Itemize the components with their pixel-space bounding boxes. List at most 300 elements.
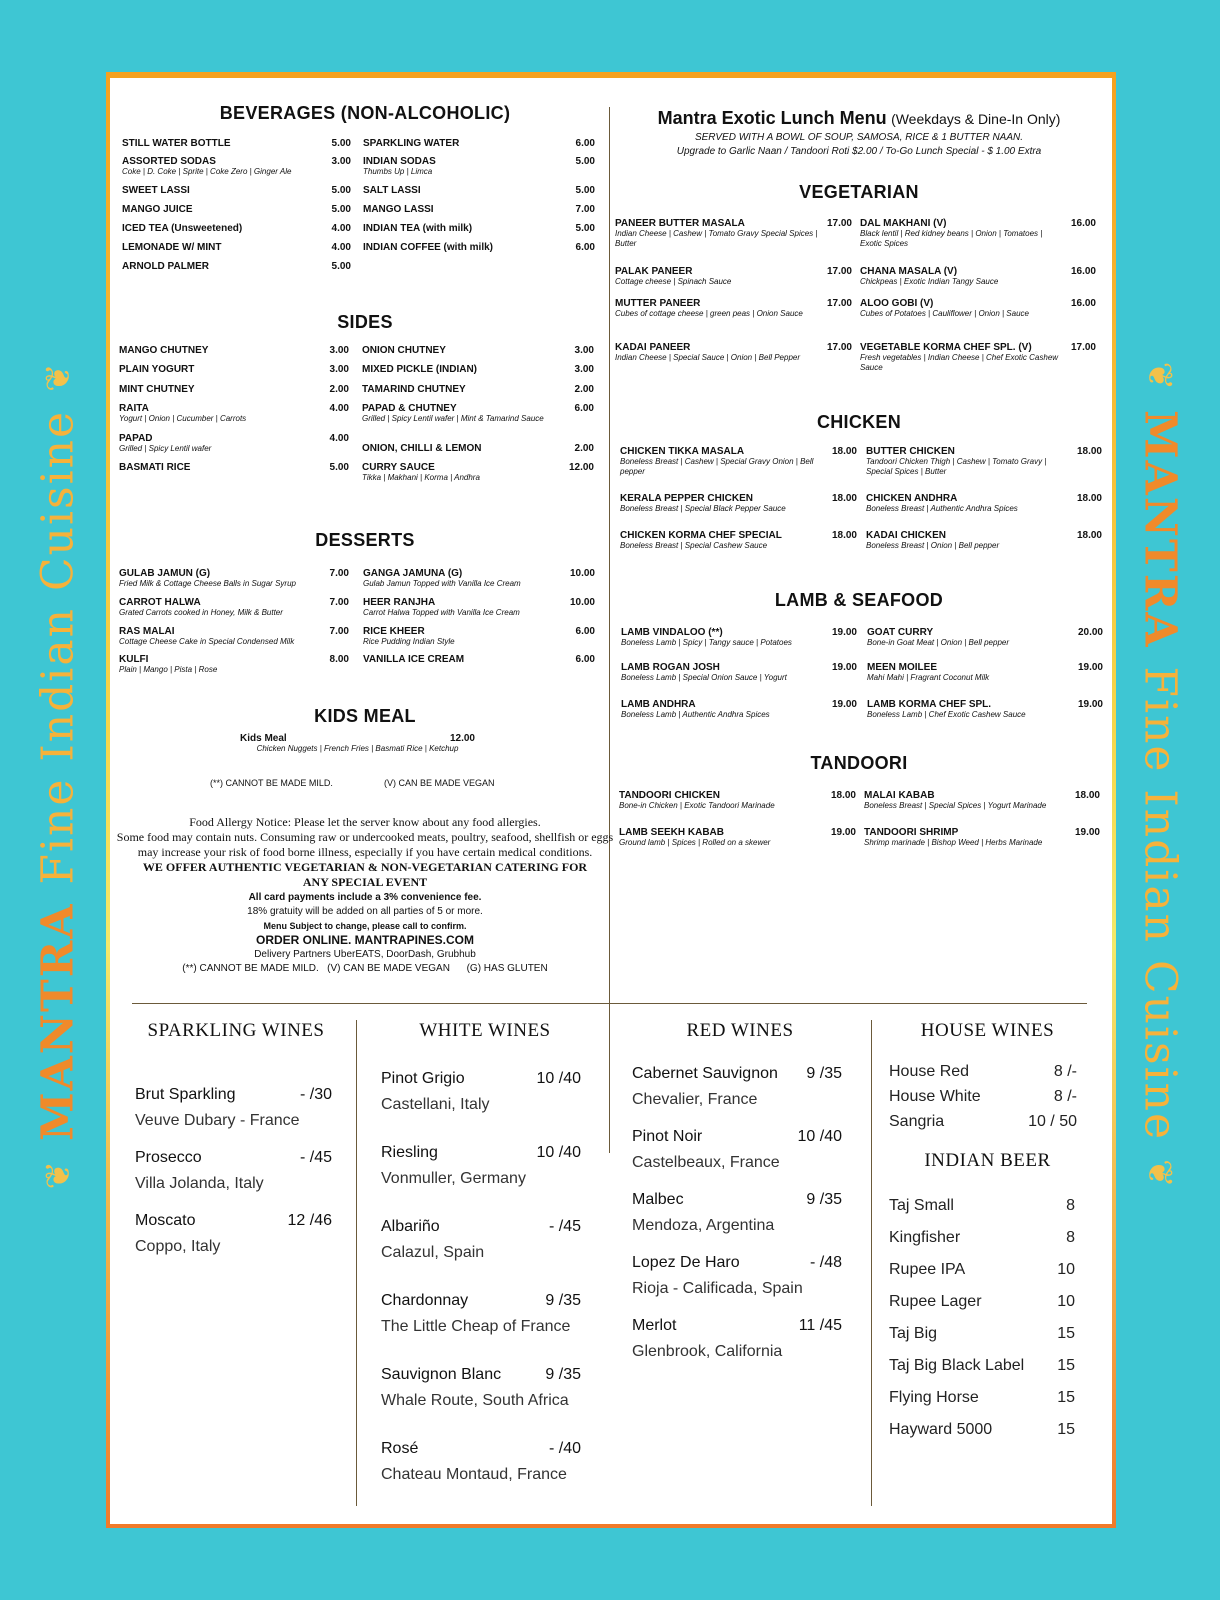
- wine-name: Moscato: [135, 1212, 196, 1229]
- menu-item: [621, 699, 861, 720]
- item-price: 4.00: [331, 242, 351, 253]
- wine-col-divider: [356, 1020, 357, 1506]
- item-name: VANILLA ICE CREAM: [363, 654, 465, 665]
- item-name: ONION CHUTNEY: [362, 345, 446, 356]
- item-desc: Chickpeas | Exotic Indian Tangy Sauce: [860, 277, 999, 286]
- item-name: CHICKEN ANDHRA: [866, 493, 958, 504]
- red-title: RED WINES: [686, 1020, 794, 1041]
- wine-name: Chardonnay: [381, 1292, 469, 1309]
- kids-title: KIDS MEAL: [314, 706, 416, 726]
- wine-price: 9 /35: [545, 1292, 581, 1309]
- wine-item: [632, 1061, 842, 1113]
- item-name: RAS MALAI: [119, 626, 175, 637]
- chicken-title: CHICKEN: [816, 412, 902, 432]
- wine-item: [632, 1313, 842, 1365]
- item-price: 4.00: [331, 223, 351, 234]
- item-name: PLAIN YOGURT: [119, 364, 195, 375]
- item-price: 6.00: [575, 626, 595, 637]
- item-price: 5.00: [575, 185, 595, 196]
- beer-item: [889, 1229, 1075, 1247]
- item-desc: Grilled | Spicy Lentil wafer | Mint & Tamarind Sauce: [362, 414, 544, 423]
- item-desc: Bone-in Chicken | Exotic Tandoori Marinade: [619, 801, 775, 810]
- item-desc: Boneless Breast | Special Black Pepper Sauce: [620, 504, 786, 513]
- item-name: KADAI CHICKEN: [866, 530, 946, 541]
- item-desc: Shrimp marinade | Bishop Weed | Herbs Marinade: [864, 838, 1043, 847]
- beer-name: Rupee Lager: [889, 1293, 982, 1310]
- item-name: MALAI KABAB: [864, 790, 935, 801]
- item-name: KADAI PANEER: [615, 342, 691, 353]
- item-desc: Tikka | Makhani | Korma | Andhra: [362, 473, 480, 482]
- beer-price: 8: [1066, 1229, 1075, 1246]
- item-price: 2.00: [574, 443, 594, 454]
- menu-item: [615, 298, 855, 319]
- house-wine-price: 8 /-: [1053, 1063, 1077, 1080]
- kids-desc: Chicken Nuggets | French Fries | Basmati Rice | Ketchup: [256, 744, 459, 753]
- menu-item: [119, 568, 359, 589]
- item-price: 5.00: [331, 185, 351, 196]
- item-desc: Cubes of Potatoes | Cauliflower | Onion | Sauce: [860, 309, 1029, 318]
- item-desc: Coke | D. Coke | Sprite | Coke Zero | Ginger Ale: [122, 167, 292, 176]
- menu-item: [122, 223, 362, 234]
- wine-name: Rosé: [381, 1440, 419, 1457]
- item-name: MEEN MOILEE: [867, 662, 938, 673]
- item-price: 16.00: [1070, 266, 1096, 277]
- item-desc: Yogurt | Onion | Cucumber | Carrots: [119, 414, 247, 423]
- menu-item: [866, 530, 1106, 551]
- item-price: 7.00: [329, 568, 349, 579]
- notice-catering: WE OFFER AUTHENTIC VEGETARIAN & NON-VEGETARIAN CATERING FOR ANY SPECIAL EVENT: [142, 860, 588, 889]
- wine-price: 9 /35: [806, 1191, 842, 1208]
- item-name: CHANA MASALA (V): [860, 266, 958, 277]
- beer-name: Rupee IPA: [889, 1261, 966, 1278]
- item-desc: Grilled | Spicy Lentil wafer: [119, 444, 212, 453]
- item-name: STILL WATER BOTTLE: [122, 138, 231, 149]
- item-price: 5.00: [331, 204, 351, 215]
- wine-name: Pinot Noir: [632, 1128, 703, 1145]
- white-title: WHITE WINES: [419, 1020, 551, 1041]
- beer-name: Kingfisher: [889, 1229, 961, 1246]
- item-desc: Boneless Lamb | Chef Exotic Cashew Sauce: [867, 710, 1026, 719]
- notice-change: Menu Subject to change, please call to confirm.: [263, 921, 467, 931]
- item-price: 18.00: [1076, 493, 1102, 504]
- item-name: VEGETABLE KORMA CHEF SPL. (V): [860, 342, 1032, 353]
- item-price: 3.00: [331, 156, 351, 167]
- wine-item: [135, 1208, 332, 1260]
- wine-item: [135, 1145, 332, 1197]
- menu-item: [119, 597, 359, 618]
- item-price: 7.00: [329, 626, 349, 637]
- item-price: 18.00: [831, 530, 857, 541]
- item-desc: Plain | Mango | Pista | Rose: [119, 665, 218, 674]
- item-price: 5.00: [331, 261, 351, 272]
- item-name: LAMB ROGAN JOSH: [621, 662, 720, 673]
- item-price: 2.00: [574, 384, 594, 395]
- item-price: 3.00: [574, 345, 594, 356]
- allergy-notice: [115, 815, 615, 976]
- wine-price: - /45: [548, 1218, 581, 1235]
- item-name: SWEET LASSI: [122, 185, 190, 196]
- beer-item: [889, 1421, 1075, 1439]
- side-brand-right: [1130, 360, 1190, 1190]
- wine-origin: Mendoza, Argentina: [632, 1217, 775, 1234]
- house-wine-name: Sangria: [889, 1113, 945, 1130]
- house-wine-item: [889, 1063, 1077, 1081]
- item-price: 19.00: [1074, 827, 1100, 838]
- item-price: 16.00: [1070, 218, 1096, 229]
- menu-item: [619, 790, 859, 811]
- menu-item: [362, 443, 602, 454]
- sides-title: SIDES: [337, 312, 393, 332]
- wine-origin: Castelbeaux, France: [632, 1154, 780, 1171]
- item-desc: Boneless Lamb | Spicy | Tangy sauce | Potatoes: [621, 638, 792, 647]
- item-price: 19.00: [831, 627, 857, 638]
- item-price: 6.00: [574, 403, 594, 414]
- menu-item: [864, 790, 1104, 811]
- item-price: 17.00: [826, 298, 852, 309]
- legend-vegan: (V) CAN BE MADE VEGAN: [384, 778, 495, 788]
- desserts-title: DESSERTS: [315, 530, 415, 550]
- wine-name: Lopez De Haro: [632, 1254, 740, 1271]
- notice-line1: Food Allergy Notice: Please let the server know about any food allergies.: [189, 815, 541, 829]
- notice-legend: (**) CANNOT BE MADE MILD. (V) CAN BE MADE VEGAN (G) HAS GLUTEN: [182, 963, 548, 974]
- menu-item: [621, 662, 861, 683]
- item-price: 18.00: [831, 446, 857, 457]
- item-desc: Tandoori Chicken Thigh | Cashew | Tomato Gravy | Special Spices | Butter: [866, 457, 1047, 476]
- item-name: SPARKLING WATER: [363, 138, 460, 149]
- item-desc: Cottage cheese | Spinach Sauce: [615, 277, 732, 286]
- wine-origin: Rioja - Calificada, Spain: [632, 1280, 803, 1297]
- item-desc: Gulab Jamun Topped with Vanilla Ice Cream: [363, 579, 521, 588]
- wine-item: [381, 1436, 581, 1488]
- house-wine-price: 8 /-: [1053, 1088, 1077, 1105]
- item-name: ICED TEA (Unsweetened): [122, 223, 243, 234]
- wine-price: 9 /35: [806, 1065, 842, 1082]
- house-wine-price: 10 / 50: [1028, 1113, 1077, 1130]
- house-wine-name: House Red: [889, 1063, 970, 1080]
- ornament-icon: ❦: [1140, 360, 1181, 392]
- menu-item: [363, 223, 603, 234]
- item-price: 18.00: [830, 790, 856, 801]
- wine-item: [632, 1187, 842, 1239]
- item-desc: Boneless Breast | Cashew | Special Gravy Onion | Bell pepper: [620, 457, 814, 476]
- menu-item: [122, 156, 362, 177]
- menu-item: [860, 342, 1100, 373]
- wine-item: [135, 1082, 332, 1134]
- menu-item: [860, 298, 1100, 319]
- item-price: 3.00: [574, 364, 594, 375]
- menu-item: [362, 384, 602, 395]
- item-price: 8.00: [329, 654, 349, 665]
- item-name: LEMONADE W/ MINT: [122, 242, 222, 253]
- wine-item: [381, 1140, 581, 1192]
- item-price: 17.00: [1070, 342, 1096, 353]
- house-wine-name: House White: [889, 1088, 981, 1105]
- kids-name: Kids Meal: [240, 733, 287, 744]
- wine-price: - /45: [299, 1149, 332, 1166]
- item-name: LAMB KORMA CHEF SPL.: [867, 699, 992, 710]
- menu-item: [119, 403, 359, 424]
- menu-item: [363, 654, 603, 665]
- menu-item: [363, 138, 603, 149]
- menu-item: [122, 138, 362, 149]
- menu-item: [866, 446, 1106, 477]
- item-name: BASMATI RICE: [119, 462, 191, 473]
- menu-item: [864, 827, 1104, 848]
- item-price: 3.00: [329, 345, 349, 356]
- item-desc: Boneless Breast | Authentic Andhra Spices: [866, 504, 1018, 513]
- beer-price: 8: [1066, 1197, 1075, 1214]
- item-name: ALOO GOBI (V): [860, 298, 934, 309]
- menu-item: [363, 626, 603, 647]
- wine-origin: Vonmuller, Germany: [381, 1170, 526, 1187]
- notice-card: All card payments include a 3% convenience fee.: [248, 892, 482, 903]
- menu-item: [867, 627, 1107, 648]
- item-name: ONION, CHILLI & LEMON: [362, 443, 482, 454]
- item-desc: Carrot Halwa Topped with Vanilla Ice Cream: [363, 608, 520, 617]
- item-desc: Boneless Lamb | Authentic Andhra Spices: [621, 710, 770, 719]
- item-desc: Rice Pudding Indian Style: [363, 637, 455, 646]
- wine-item: [381, 1288, 581, 1340]
- vegetarian-title: VEGETARIAN: [799, 182, 919, 202]
- item-desc: Boneless Lamb | Special Onion Sauce | Yogurt: [621, 673, 787, 682]
- kids-price: 12.00: [449, 733, 475, 744]
- menu-item: [621, 627, 861, 648]
- ornament-icon: ❦: [1140, 1158, 1181, 1190]
- lunch-title-note: (Weekdays & Dine-In Only): [891, 111, 1061, 127]
- item-price: 17.00: [826, 266, 852, 277]
- menu-item: [866, 493, 1106, 514]
- beer-title: INDIAN BEER: [924, 1150, 1051, 1171]
- brand-name: MANTRA: [32, 902, 84, 1141]
- beer-item: [889, 1389, 1075, 1407]
- wine-origin: Chateau Montaud, France: [381, 1466, 567, 1483]
- ornament-icon: ❦: [38, 360, 79, 392]
- item-name: LAMB VINDALOO (**): [621, 627, 723, 638]
- menu-item: [615, 342, 855, 363]
- brand-name: MANTRA: [1134, 409, 1186, 648]
- item-price: 18.00: [1074, 790, 1100, 801]
- notice-line2: Some food may contain nuts. Consuming raw or undercooked meats, poultry, seafood, shellfish or eggs: [116, 830, 614, 844]
- house-wine-item: [889, 1088, 1077, 1106]
- notice-order: ORDER ONLINE. MANTRAPINES.COM: [255, 933, 474, 947]
- item-desc: Black lentil | Red kidney beans | Onion | Tomatoes | Exotic Spices: [860, 229, 1043, 248]
- tandoori-title: TANDOORI: [810, 753, 908, 773]
- item-name: RAITA: [119, 403, 149, 414]
- wine-name: Pinot Grigio: [381, 1070, 465, 1087]
- beer-name: Hayward 5000: [889, 1421, 993, 1438]
- item-name: LAMB SEEKH KABAB: [619, 827, 724, 838]
- menu-item: [122, 185, 362, 196]
- menu-item: [363, 185, 603, 196]
- menu-item: [119, 433, 359, 454]
- beer-price: 15: [1057, 1421, 1075, 1438]
- item-name: PALAK PANEER: [615, 266, 693, 277]
- wine-name: Riesling: [381, 1144, 438, 1161]
- item-name: BUTTER CHICKEN: [866, 446, 955, 457]
- item-desc: Bone-in Goat Meat | Onion | Bell pepper: [867, 638, 1010, 647]
- wine-origin: Villa Jolanda, Italy: [135, 1175, 264, 1192]
- item-name: MUTTER PANEER: [615, 298, 701, 309]
- menu-item: [363, 156, 603, 177]
- menu-item: [363, 568, 603, 589]
- item-desc: Boneless Breast | Special Spices | Yogurt Marinade: [864, 801, 1047, 810]
- menu-item: [363, 597, 603, 618]
- item-name: PAPAD: [119, 433, 153, 444]
- wine-item: [632, 1124, 842, 1176]
- wine-name: Merlot: [632, 1317, 677, 1334]
- item-name: ASSORTED SODAS: [122, 156, 216, 167]
- item-desc: Boneless Breast | Special Cashew Sauce: [620, 541, 768, 550]
- wine-price: - /30: [299, 1086, 332, 1103]
- item-name: MINT CHUTNEY: [119, 384, 195, 395]
- side-brand-left: [28, 360, 88, 1190]
- wine-item: [381, 1066, 581, 1118]
- wine-price: 10 /40: [536, 1144, 581, 1161]
- item-name: PANEER BUTTER MASALA: [615, 218, 745, 229]
- menu-item: [619, 827, 859, 848]
- lunch-sub2: Upgrade to Garlic Naan / Tandoori Roti $2.00 / To-Go Lunch Special - $ 1.00 Extra: [676, 146, 1042, 157]
- item-name: HEER RANJHA: [363, 597, 436, 608]
- item-desc: Indian Cheese | Special Sauce | Onion | Bell Pepper: [615, 353, 801, 362]
- menu-item: [119, 345, 359, 356]
- item-price: 5.00: [575, 156, 595, 167]
- item-name: DAL MAKHANI (V): [860, 218, 947, 229]
- notice-delivery: Delivery Partners UberEATS, DoorDash, Grubhub: [254, 949, 476, 960]
- wine-origin: Chevalier, France: [632, 1091, 758, 1108]
- item-name: INDIAN TEA (with milk): [363, 223, 473, 234]
- item-desc: Cottage Cheese Cake in Special Condensed Milk: [119, 637, 295, 646]
- wine-origin: Coppo, Italy: [135, 1238, 221, 1255]
- wine-origin: Glenbrook, California: [632, 1343, 783, 1360]
- menu-item: [860, 266, 1100, 287]
- item-price: 6.00: [575, 138, 595, 149]
- beer-name: Taj Small: [889, 1197, 954, 1214]
- lunch-sub1: SERVED WITH A BOWL OF SOUP, SAMOSA, RICE & 1 BUTTER NAAN.: [694, 132, 1024, 143]
- item-price: 19.00: [831, 662, 857, 673]
- lunch-title: Mantra Exotic Lunch Menu: [657, 108, 887, 128]
- item-price: 5.00: [331, 138, 351, 149]
- item-name: TANDOORI SHRIMP: [864, 827, 959, 838]
- item-name: KERALA PEPPER CHICKEN: [620, 493, 753, 504]
- item-name: GANGA JAMUNA (G): [363, 568, 463, 579]
- beer-price: 15: [1057, 1325, 1075, 1342]
- sparkling-title: SPARKLING WINES: [147, 1020, 325, 1041]
- wine-price: 12 /46: [287, 1212, 332, 1229]
- menu-item: [362, 364, 602, 375]
- wine-name: Sauvignon Blanc: [381, 1366, 502, 1383]
- item-price: 6.00: [575, 654, 595, 665]
- menu-item: [362, 403, 602, 424]
- item-price: 3.00: [329, 364, 349, 375]
- wine-name: Malbec: [632, 1191, 684, 1208]
- item-name: MANGO JUICE: [122, 204, 193, 215]
- menu-item: [867, 662, 1107, 683]
- item-name: CHICKEN KORMA CHEF SPECIAL: [620, 530, 782, 541]
- menu-item: [620, 446, 860, 477]
- beer-price: 15: [1057, 1389, 1075, 1406]
- beer-item: [889, 1261, 1075, 1279]
- item-price: 10.00: [569, 597, 595, 608]
- menu-item: [867, 699, 1107, 720]
- menu-item: [119, 654, 359, 675]
- menu-item: [119, 626, 359, 647]
- beer-name: Taj Big: [889, 1325, 938, 1342]
- item-name: MANGO CHUTNEY: [119, 345, 209, 356]
- item-name: MIXED PICKLE (INDIAN): [362, 364, 477, 375]
- item-price: 16.00: [1070, 298, 1096, 309]
- menu-item: [860, 218, 1100, 249]
- notice-line3: may increase your risk of food borne illness, especially if you have certain medical conditions.: [137, 845, 593, 859]
- house-title: HOUSE WINES: [920, 1020, 1055, 1041]
- kids-item: [240, 733, 475, 754]
- lunch-header: [614, 108, 1104, 157]
- item-price: 19.00: [831, 699, 857, 710]
- wine-origin: Calazul, Spain: [381, 1244, 485, 1261]
- beer-price: 15: [1057, 1357, 1075, 1374]
- item-name: GOAT CURRY: [867, 627, 934, 638]
- menu-item: [615, 266, 855, 287]
- item-name: TAMARIND CHUTNEY: [362, 384, 466, 395]
- item-desc: Cubes of cottage cheese | green peas | Onion Sauce: [615, 309, 803, 318]
- wine-item: [381, 1362, 581, 1414]
- menu-item: [122, 204, 362, 215]
- item-price: 18.00: [1076, 530, 1102, 541]
- beer-item: [889, 1357, 1075, 1375]
- item-price: 17.00: [826, 218, 852, 229]
- item-desc: Grated Carrots cooked in Honey, Milk & Butter: [119, 608, 283, 617]
- item-price: 7.00: [575, 204, 595, 215]
- menu-item: [620, 530, 860, 551]
- item-desc: Fresh vegetables | Indian Cheese | Chef Exotic Cashew Sauce: [860, 353, 1059, 372]
- menu-item: [122, 242, 362, 253]
- item-price: 18.00: [1076, 446, 1102, 457]
- wine-origin: Veuve Dubary - France: [135, 1112, 300, 1129]
- item-name: TANDOORI CHICKEN: [619, 790, 720, 801]
- item-name: RICE KHEER: [363, 626, 425, 637]
- wine-col-divider: [609, 1003, 610, 1153]
- wine-origin: The Little Cheap of France: [381, 1318, 571, 1335]
- item-price: 12.00: [568, 462, 594, 473]
- menu-item: [119, 384, 359, 395]
- wine-item: [632, 1250, 842, 1302]
- menu-item: [362, 462, 602, 483]
- wine-price: 10 /40: [797, 1128, 842, 1145]
- wine-origin: Castellani, Italy: [381, 1096, 490, 1113]
- item-name: GULAB JAMUN (G): [119, 568, 211, 579]
- house-wine-item: [889, 1113, 1077, 1131]
- item-price: 17.00: [826, 342, 852, 353]
- brand-tagline: Fine Indian Cuisine: [1134, 665, 1186, 1141]
- item-desc: Ground lamb | Spices | Rolled on a skewer: [619, 838, 771, 847]
- item-price: 7.00: [329, 597, 349, 608]
- item-price: 19.00: [1077, 699, 1103, 710]
- menu-item: [363, 242, 603, 253]
- beverages-title: BEVERAGES (NON-ALCOHOLIC): [219, 103, 511, 123]
- item-name: CHICKEN TIKKA MASALA: [620, 446, 745, 457]
- legend-mild: (**) CANNOT BE MADE MILD.: [210, 778, 333, 788]
- menu-item: [363, 204, 603, 215]
- wine-col-divider: [871, 1020, 872, 1506]
- menu-item: [119, 462, 359, 473]
- wine-price: - /40: [548, 1440, 581, 1457]
- wine-price: 10 /40: [536, 1070, 581, 1087]
- item-name: CURRY SAUCE: [362, 462, 435, 473]
- wine-item: [381, 1214, 581, 1266]
- item-price: 5.00: [329, 462, 349, 473]
- ornament-icon: ❦: [38, 1158, 79, 1190]
- menu-item: [122, 261, 362, 272]
- item-desc: Indian Cheese | Cashew | Tomato Gravy Special Spices | Butter: [615, 229, 818, 248]
